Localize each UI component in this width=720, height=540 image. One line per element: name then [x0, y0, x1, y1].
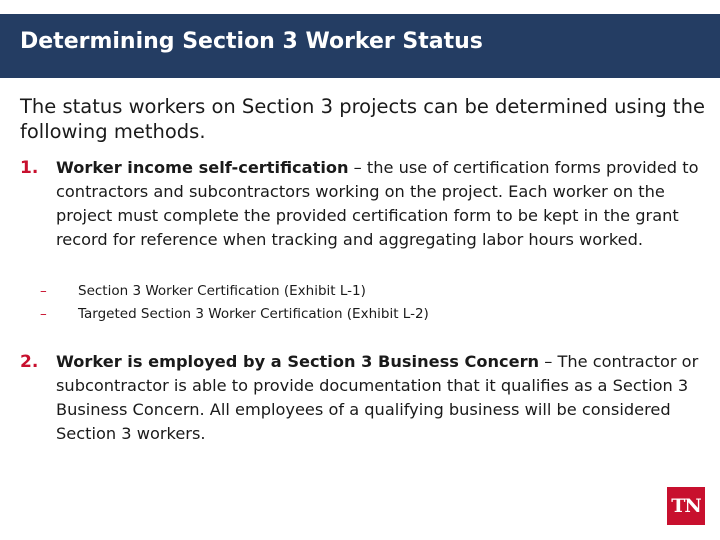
list-item-text: – the use of certification forms provided to contractors and subcontractors working on the project. Each worker on the project must complete the provided certification form to be kept in the grant record for reference when tracking and aggregating labor hours worked.: [56, 158, 699, 249]
list-item-number: 2.: [20, 352, 39, 372]
list-item-body: [56, 350, 710, 446]
sub-list-text: Section 3 Worker Certification (Exhibit L-1): [78, 283, 366, 299]
title-bar: [0, 14, 720, 78]
slide-title: Determining Section 3 Worker Status: [20, 29, 483, 54]
list-item-body: [56, 156, 710, 252]
sub-list-item: [40, 280, 700, 303]
sub-list-dash: –: [40, 306, 47, 322]
list-item: [20, 350, 710, 446]
sub-list: [40, 280, 700, 326]
sub-list-item: [40, 303, 700, 326]
intro-paragraph: The status workers on Section 3 projects can be determined using the following methods.: [20, 95, 705, 143]
list-item-lead: Worker is employed by a Section 3 Business Concern: [56, 352, 540, 371]
sub-list-text: Targeted Section 3 Worker Certification (Exhibit L-2): [78, 306, 429, 322]
sub-list-dash: –: [40, 283, 47, 299]
list-item-lead: Worker income self-certification: [56, 158, 349, 177]
list-item: [20, 156, 710, 252]
list-item-text: – The contractor or subcontractor is able to provide documentation that it qualifies as a Section 3 Business Concern. All employees of a qualifying business will be considered Section 3 workers.: [56, 352, 699, 443]
list-item-number: 1.: [20, 158, 39, 178]
tn-logo: TN: [667, 487, 705, 525]
